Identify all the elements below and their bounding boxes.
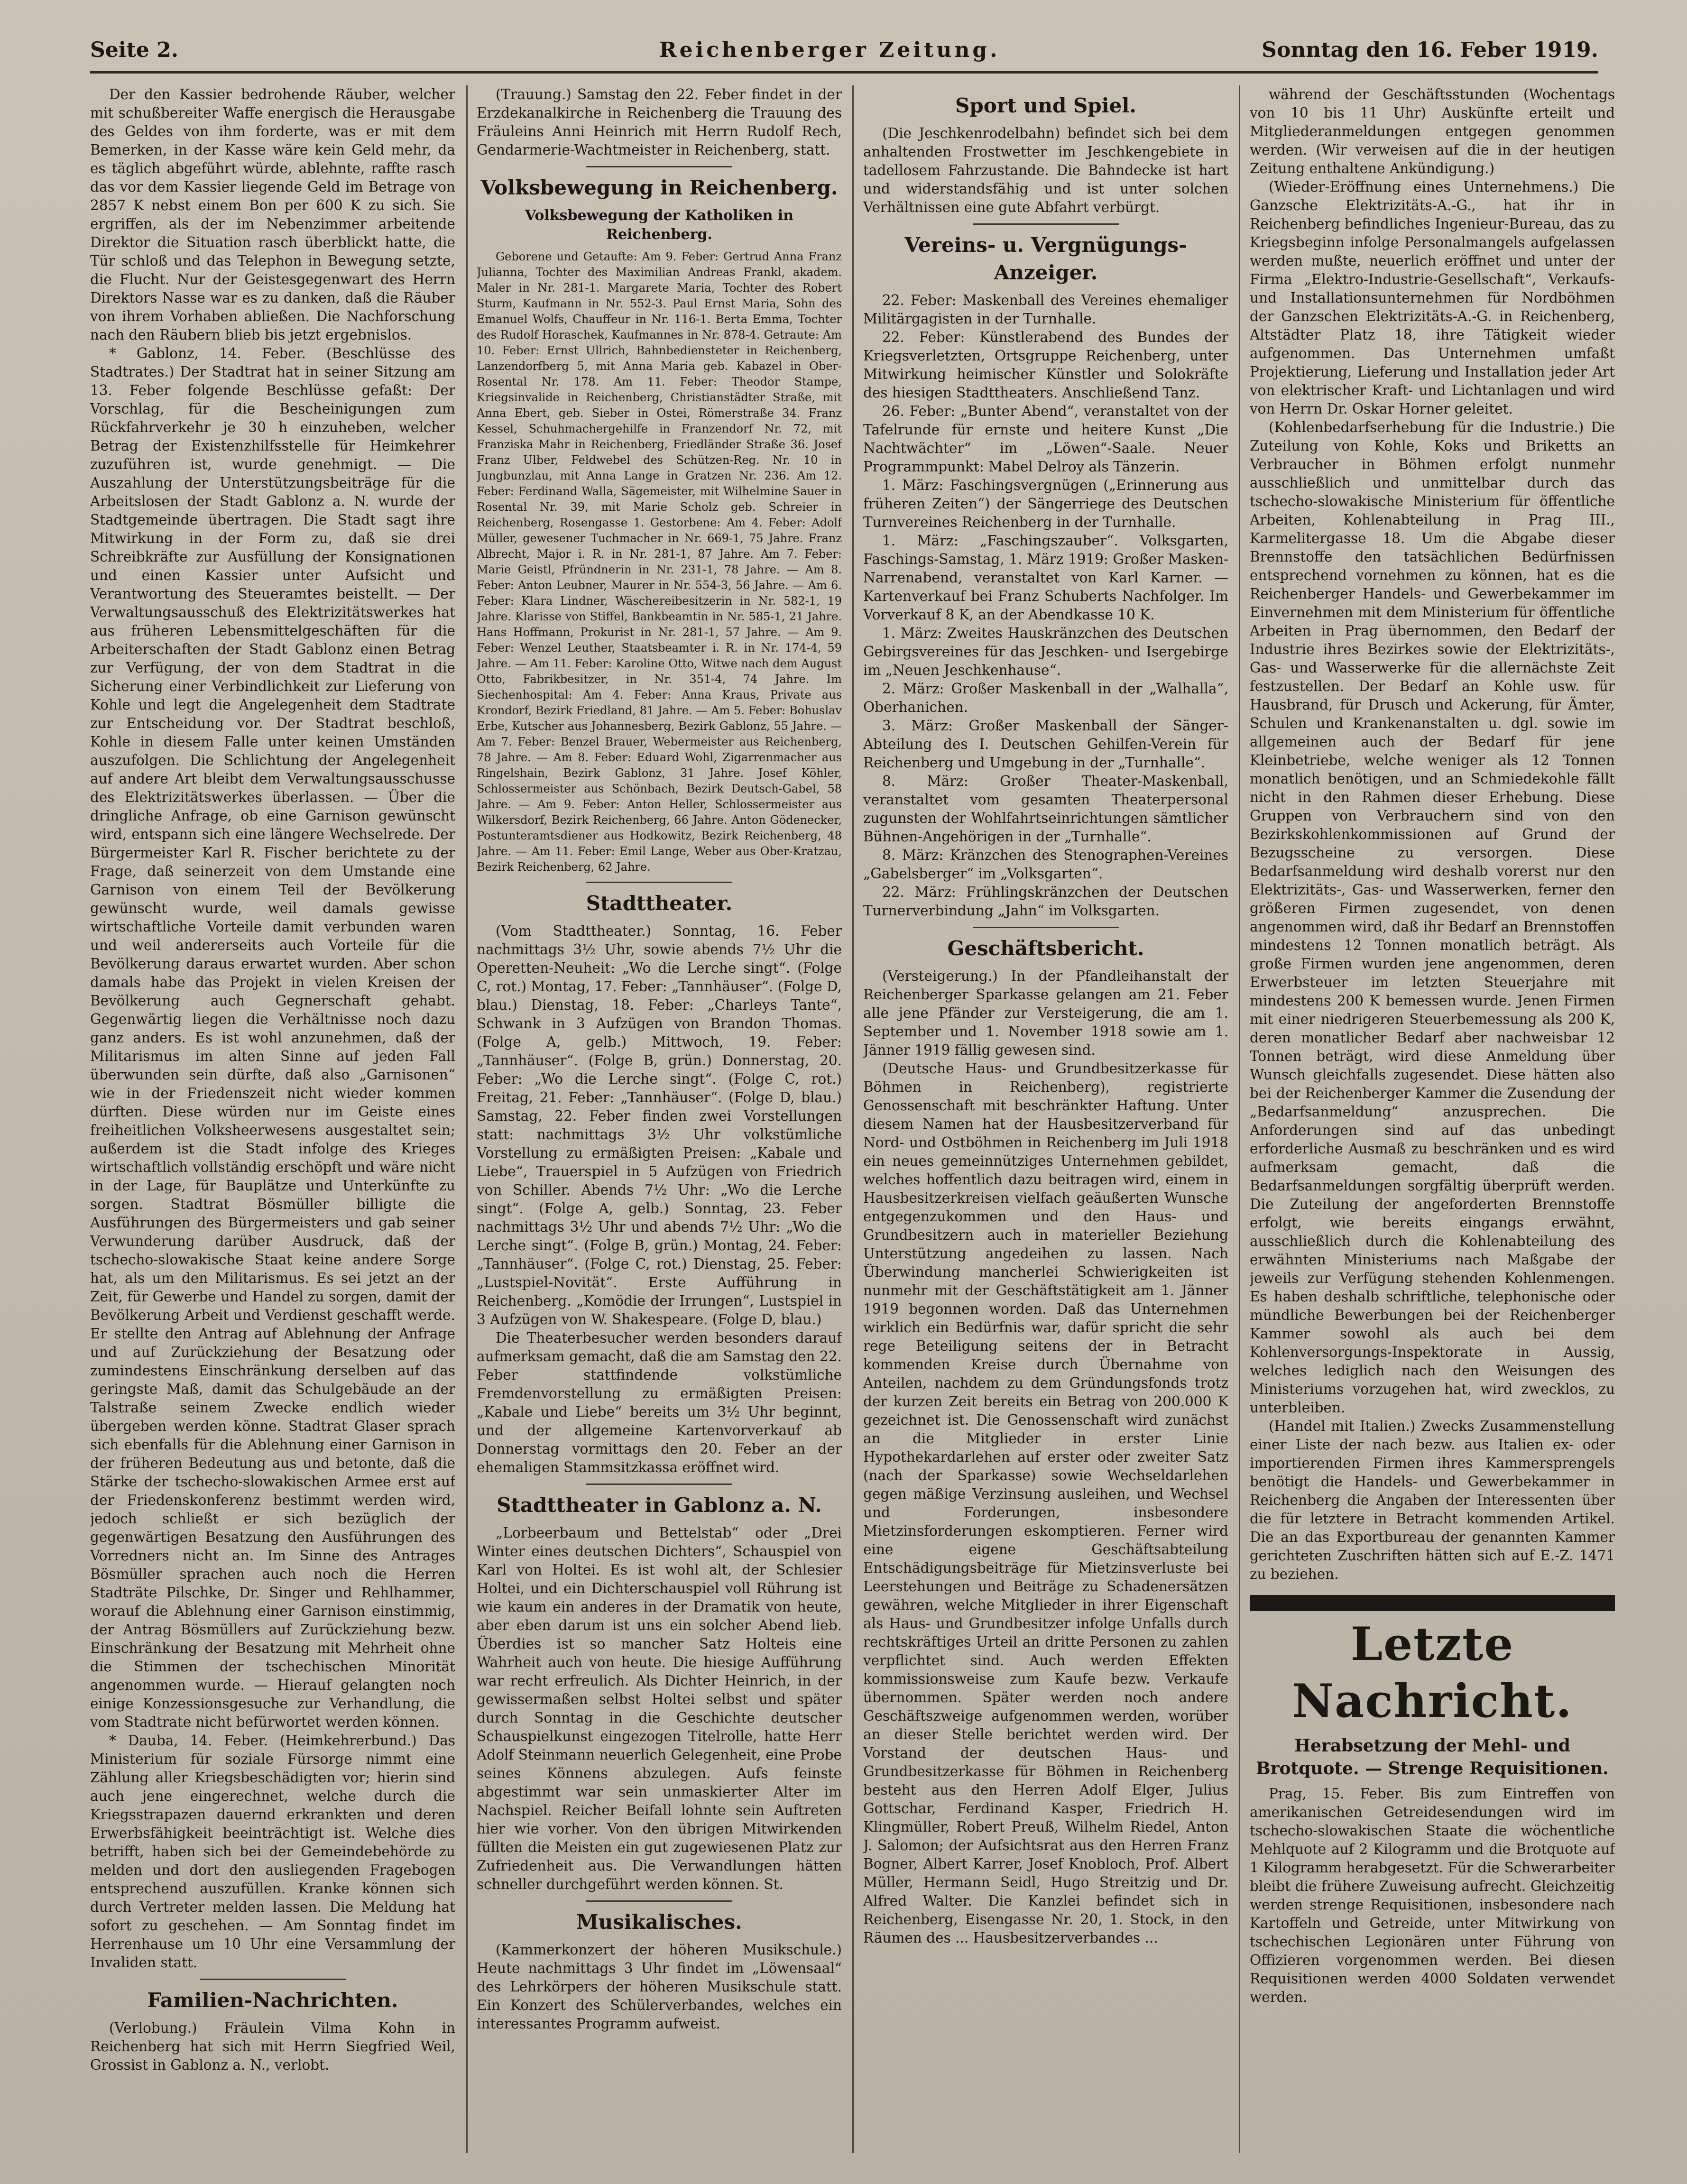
article-paragraph: 22. März: Frühlingskränzchen der Deutschen Turnerverbindung „Jahn“ im Volksgarten. [863,884,1228,919]
article-paragraph: 8. März: Großer Theater-Maskenball, veranstaltet vom gesamten Theaterpersonal zugunsten der Wohlfahrtseinrichtungen sämtlicher Bühnen-Angehörigen in der „Turnhalle“. [863,773,1228,845]
article-paragraph: 1. März: Faschingsvergnügen („Erinnerung aus früheren Zeiten“) der Sängerriege des Deutschen Turnvereines Reichenberg in der Turnhalle. [863,477,1228,530]
article-paragraph: „Lorbeerbaum und Bettelstab“ oder „Drei Winter eines deutschen Dichters“, Schauspiel von Karl von Holtei. Es ist wohl alt, der Schlesier Holtei, und ein Dichterschauspiel voll Rührung ist wie kaum ein anderes in der Dramatik von heute, aber eben darum ist uns ein solcher Abend lieb. Überdies ist so mancher Satz Holteis eine Wahrheit auch von heute. Die hiesige Aufführung war recht erfreulich. Als Dichter Heinrich, in der gewissermaßen selbst Holtei selbst und später durch Sonntag in die Geschichte deutscher Schauspielkunst eingezogen Titelrolle, hatte Herr Adolf Steinmann neuerlich Gelegenheit, eine Probe seines Könnens abzulegen. Aufs feinste abgestimmt war sein unmaskierter Alter im Nachspiel. Reicher Beifall lohnte sein Auftreten hier wie vorher. Von den übrigen Mitwirkenden füllten die Meisten ein gut zugewiesenen Platz zur Zufriedenheit aus. Die Verwandlungen hätten schneller durchgeführt werden können. St. [477,1525,842,1892]
column-2 [477,85,842,2163]
article-paragraph: (Deutsche Haus- und Grundbesitzerkasse für Böhmen in Reichenberg), registrierte Genossenschaft mit beschränkter Haftung. Unter diesem Namen hat der Hausbesitzerverband für Nord- und Ostböhmen in Reichenberg im Juli 1918 ein neues gemeinnütziges Unternehmen gebildet, welches hoffentlich dazu beitragen wird, einem in Hausbesitzerkreisen vielfach geäußerten Wunsche entgegenzukommen und den Haus- und Grundbesitzern auch in materieller Beziehung Unterstützung angedeihen zu lassen. Nach Überwindung mancherlei Schwierigkeiten ist nunmehr mit der Geschäftstätigkeit am 1. Jänner 1919 begonnen worden. Daß das Unternehmen wirklich ein Bedürfnis war, dafür spricht die sehr rege Beteiligung seitens der in Betracht kommenden Kreise durch Übernahme von Anteilen, nachdem zu dem Gründungsfonds trotz der kurzen Zeit bereits ein Betrag von 200.000 K gezeichnet ist. Die Genossenschaft wird zunächst an die Mitglieder in erster Linie Hypothekardarlehen auf erster oder zweiter Satz (nach der Sparkasse) sowie Wechseldarlehen gegen mäßige Verzinsung ausleihen, und Wechsel und Forderungen, insbesondere Mietzinsforderungen eskomptieren. Ferner wird eine eigene Geschäftsabteilung Entschädigungsbeiträge für Mietzinsverluste bei Leerstehungen und Beiträge zu Schadenersätzen gewähren, welche Mitglieder in ihrer Eigenschaft als Haus- und Grundbesitzer infolge Unfalls durch rechtskräftiges Urteil an dritte Personen zu zahlen verpflichtet sind. Auch werden Effekten kommissionsweise zum Kaufe bezw. Verkaufe übernommen. Später werden noch andere Geschäftszweige aufgenommen werden, worüber an dieser Stelle berichtet werden wird. Der Vorstand der deutschen Haus- und Grundbesitzerkasse für Böhmen in Reichenberg besteht aus den Herren Adolf Elger, Julius Gottschar, Ferdinand Kasper, Friedrich H. Klingmüller, Robert Preuß, Wilhelm Riedel, Anton J. Salomon; der Aufsichtsrat aus den Herren Franz Bogner, Albert Karrer, Josef Knobloch, Prof. Albert Müller, Hermann Seidl, Hugo Streitzig und Dr. Alfred Walter. Die Kanzlei befindet sich in Reichenberg, Eisengasse Nr. 20, 1. Stock, in den Räumen des ... Hausbesitzerverbandes ... [863,1060,1228,1946]
article-paragraph: 3. März: Großer Maskenball der Sänger-Abteilung des I. Deutschen Gehilfen-Verein für Reichenberg und Umgebung in der „Turnhalle“. [863,718,1228,771]
section-heading-gablonz: Stadttheater in Gablonz a. N. [497,1493,822,1517]
last-news-subheading: Herabsetzung der Mehl- und Brotquote. — Strenge Requisitionen. [1256,1736,1609,1779]
issue-date: Sonntag den 16. Feber 1919. [1262,38,1598,62]
article-paragraph: während der Geschäftsstunden (Wochentags von 10 bis 11 Uhr) Auskünfte erteilt und Mitgliederanmeldungen entgegen genommen werden. (Wir verweisen auf die in der heutigen Zeitung enthaltene Ankündigung.) [1250,86,1615,176]
section-heading-verein: Vereins- u. Vergnügungs-Anzeiger. [904,233,1187,284]
newspaper-title: Reichenberger Zeitung. [659,38,1000,62]
column-3 [863,85,1228,2163]
column-rule [1239,85,1240,2153]
article-paragraph: (Die Jeschkenrodelbahn) befindet sich bei dem anhaltenden Frostwetter im Jeschkengebiete in tadellosem Fahrzustande. Die Bahndecke ist hart und widerstandsfähig und ist unter solchen Verhältnissen eine gute Abfahrt verbürgt. [863,125,1228,215]
page-number: Seite 2. [90,38,179,62]
column-rule [852,85,854,2153]
masthead [90,33,1598,74]
article-paragraph: (Versteigerung.) In der Pfandleihanstalt der Reichenberger Sparkasse gelangen am 21. Feber alle jene Pfänder zur Versteigerung, die am 1. September und 1. November 1918 sowie am 1. Jänner 1919 fällig gewesen sind. [863,968,1228,1058]
separator [586,1900,732,1902]
article-paragraph: 22. Feber: Künstlerabend des Bundes der Kriegsverletzten, Ortsgruppe Reichenberg, unter Mitwirkung heimischer Künstler und Solokräfte des hiesigen Stadttheaters. Anschließend Tanz. [863,329,1228,401]
last-news-heading: Letzte Nachricht. [1292,1617,1573,1728]
column-1 [90,85,455,2163]
separator [200,1979,346,1980]
section-heading-theater: Stadttheater. [586,892,733,915]
section-heading-sport: Sport und Spiel. [955,94,1136,117]
column-4 [1250,85,1615,2163]
article-paragraph: * Gablonz, 14. Feber. (Beschlüsse des Stadtrates.) Der Stadtrat hat in seiner Sitzung am 13. Feber folgende Beschlüsse gefaßt: Der Vorschlag, für die Bescheinigungen zum Rückfahrverkehr je 30 h einzuheben, welcher Betrag der Existenzhilfsstelle für Heimkehrer zuzuführen ist, wurde genehmigt. — Die Auszahlung der Unterstützungsbeiträge für die Arbeitslosen der Stadt Gablonz a. N. wurde der Stadtgemeinde übertragen. Die Stadt sagt ihre Mitwirkung in der Form zu, daß sie drei Schreibkräfte zur Ausfüllung der Konsignationen und einen Kassier unter Aufsicht und Verantwortung des Steueramtes beistellt. — Der Verwaltungsausschuß des Elektrizitätswerkes hat aus früheren Lebensmittelgeschäften für die Arbeiterschaften der Stadt Gablonz einen Betrag zur Verfügung, der von dem Stadtrat in die Sicherung einer Verbindlichkeit zur Lieferung von Kohle und legt die Angelegenheit dem Stadtrate zur Entscheidung vor. Der Stadtrat beschloß, Kohle in diesem Falle unter keinen Umständen auszufolgen. Die Schlichtung der Angelegenheit auf andere Art bleibt dem Verwaltungsausschusse des Elektrizitätswerkes überlassen. — Über die dringliche Anfrage, ob eine Garnison gewünscht wird, entspann sich eine längere Wechselrede. Der Bürgermeister Karl R. Fischer berichtete zu der Frage, daß seinerzeit von dem Umstande eine Garnison von einem Teil der Bevölkerung gewünscht wurde, weil damals gewisse wirtschaftliche Vorteile damit verbunden waren und weil andererseits auch Vorteile für die Bevölkerung daraus erwartet wurden. Aber schon damals habe das Projekt in vielen Kreisen der Bevölkerung auch Gegnerschaft gehabt. Gegenwärtig liegen die Verhältnisse noch dazu ganz anders. Es ist wohl anzunehmen, daß der Militarismus im alten Sinne auf jeden Fall überwunden sein dürfte, daß also „Garnisonen“ wie in der Friedenszeit nicht wieder kommen dürften. Diese würden nur im Geiste eines freiheitlichen Volksheerwesens ausgestaltet sein; außerdem ist die Stadt infolge des Krieges wirtschaftlich vollständig erschöpft und wäre nicht in der Lage, für Bauplätze und Unterkünfte zu sorgen. Stadtrat Bösmüller billigte die Ausführungen des Bürgermeisters und gab seiner Verwunderung darüber Ausdruck, daß der tschecho-slowakische Staat keine andere Sorge hat, als um den Militarismus. Es sei jetzt an der Zeit, für Gewerbe und Handel zu sorgen, damit der Bevölkerung Arbeit und Verdienst geschafft werde. Er stellte den Antrag auf Ablehnung der Anfrage und auf Zurückziehung der Besatzung oder zumindestens Einschränkung derselben auf das geringste Maß, damit das Schulgebäude an der Talstraße seinem Zwecke endlich wieder übergeben werden könne. Stadtrat Glaser sprach sich ebenfalls für die Ablehnung einer Garnison in der früheren Bedeutung aus und betonte, daß die Stärke der tschecho-slowakischen Armee erst auf der Friedenskonferenz bestimmt werden wird, jedoch schließt er sich bezüglich der gegenwärtigen Besatzung den Ausführungen des Vorredners nicht an. Im Sinne des Antrages Bösmüller sprachen auch noch die Herren Stadträte Pilschke, Dr. Singer und Rehlhammer, worauf die Ablehnung einer Garnison einstimmig, der Antrag Bösmüllers auf Zurückziehung bezw. Einschränkung der Besatzung mit Mehrheit ohne die Stimmen der tschechischen Minorität angenommen wurde. — Hierauf gelangten noch einige Konzessionsgesuche zur Verhandlung, die vom Stadtrate nicht befürwortet werden können. [90,345,455,1730]
separator [586,1484,732,1485]
separator [586,882,732,883]
separator [586,166,732,167]
article-paragraph: 22. Feber: Maskenball des Vereines ehemaliger Militärgagisten in der Turnhalle. [863,292,1228,327]
article-paragraph: (Handel mit Italien.) Zwecks Zusammenstellung einer Liste der nach bezw. aus Italien ex- oder importierenden Firmen ihres Kammersprengels benötigt die Handels- und Gewerbekammer in Reichenberg die Angaben der Interessenten über die für letztere in Betracht kommenden Artikel. Die an das Exportbureau der genannten Kammer gerichteten Zuschriften hätten sich auf E.-Z. 1471 zu beziehen. [1250,1418,1615,1582]
article-paragraph: 8. März: Kränzchen des Stenographen-Vereines „Gabelsberger“ im „Volksgarten“. [863,847,1228,882]
article-paragraph: (Kammerkonzert der höheren Musikschule.) Heute nachmittags 3 Uhr findet im „Löwensaal“ des Lehrkörpers der höheren Musikschule statt. Ein Konzert des Schülerverbandes, welches ein interessantes Programm aufweist. [477,1942,842,2032]
article-paragraph: Die Theaterbesucher werden besonders darauf aufmerksam gemacht, daß die am Samstag den 22. Feber stattfindende volkstümliche Fremdenvorstellung zu ermäßigten Preisen: „Kabale und Liebe“ bereits um 3½ Uhr beginnt, und der allgemeine Kartenvorverkauf ab Donnerstag vormittags den 20. Feber an der ehemaligen Stammsitzkassa eröffnet wird. [477,1330,842,1475]
article-paragraph: 26. Feber: „Bunter Abend“, veranstaltet von der Tafelrunde für ernste und heitere Kunst „Die Nachtwächter“ im „Löwen“-Saale. Neuer Programmpunkt: Mabel Delroy als Tänzerin. [863,403,1228,475]
article-paragraph: (Vom Stadttheater.) Sonntag, 16. Feber nachmittags 3½ Uhr, sowie abends 7½ Uhr die Operetten-Neuheit: „Wo die Lerche singt“. (Folge C, rot.) Montag, 17. Feber: „Tannhäuser“. (Folge D, blau.) Dienstag, 18. Feber: „Charleys Tante“, Schwank in 3 Aufzügen von Brandon Thomas. (Folge A, gelb.) Mittwoch, 19. Feber: „Tannhäuser“. (Folge B, grün.) Donnerstag, 20. Feber: „Wo die Lerche singt“. (Folge C, rot.) Freitag, 21. Feber: „Tannhäuser“. (Folge D, blau.) Samstag, 22. Feber finden zwei Vorstellungen statt: nachmittags 3½ Uhr volkstümliche Vorstellung zu ermäßigten Preisen: „Kabale und Liebe“, Trauerspiel in 5 Aufzügen von Friedrich von Schiller. Abends 7½ Uhr: „Wo die Lerche singt“. (Folge A, gelb.) Sonntag, 23. Feber nachmittags 3½ Uhr und abends 7½ Uhr: „Wo die Lerche singt“. (Folge B, grün.) Montag, 24. Feber: „Tannhäuser“. (Folge C, rot.) Dienstag, 25. Feber: „Lustspiel-Novität“. Erste Aufführung in Reichenberg. „Komödie der Irrungen“, Lustspiel in 3 Aufzügen von W. Shakespeare. (Folge D, blau.) [477,923,842,1327]
black-divider-bar [1250,1595,1615,1611]
article-paragraph: Prag, 15. Feber. Bis zum Eintreffen von amerikanischen Getreidesendungen wird im tschecho-slowakischen Staate die wöchentliche Mehlquote auf 2 Kilogramm und die Brotquote auf 1 Kilogramm herabgesetzt. Für die Schwerarbeiter bleibt die frühere Zuweisung aufrecht. Gleichzeitig werden strenge Requisitionen, insbesondere nach Kartoffeln und Getreide, unter Mitwirkung von tschechischen Legionären unter Führung von Offizieren vorgenommen werden. Bei diesen Requisitionen werden 4000 Soldaten verwendet werden. [1250,1786,1615,2005]
article-paragraph: (Wieder-Eröffnung eines Unternehmens.) Die Ganzsche Elektrizitäts-A.-G., hat ihr in Reichenberg befindliches Ingenieur-Bureau, das zu Kriegsbeginn infolge Personalmangels aufgelassen werden mußte, neuerlich eröffnet und unter der Firma „Elektro-Industrie-Gesellschaft“, Verkaufs- und Installationsunternehmen für Nordböhmen der Ganzschen Elektrizitäts-A.-G. in Reichenberg, Altstädter Platz 18, ihre Tätigkeit wieder aufgenommen. Das Unternehmen umfaßt Projektierung, Lieferung und Installation jeder Art von elektrischer Kraft- und Lichtanlagen und wird von Herrn Dr. Oskar Horner geleitet. [1250,179,1615,417]
article-paragraph: 1. März: Zweites Hauskränzchen des Deutschen Gebirgsvereines für das Jeschken- und Isergebirge im „Neuen Jeschkenhause“. [863,625,1228,678]
section-heading-family: Familien-Nachrichten. [147,1989,398,2012]
article-paragraph: * Dauba, 14. Feber. (Heimkehrerbund.) Das Ministerium für soziale Fürsorge nimmt eine Zählung aller Kriegsbeschädigten vor; hierin sind auch jene eingerechnet, welche durch die Kriegsstrapazen dauernd erkrankten und deren Erwerbsfähigkeit beeinträchtigt ist. Welche dies betrifft, haben sich bei der Gemeindebehörde zu melden und dort den ausliegenden Fragebogen entsprechend auszufüllen. Kranke können sich durch Vertreter melden lassen. Die Meldung hat sofort zu geschehen. — Am Sonntag findet im Herrenhause um 10 Uhr eine Versammlung der Invaliden statt. [90,1732,455,1971]
article-paragraph: 2. März: Großer Maskenball in der „Walhalla“, Oberhanichen. [863,681,1228,715]
article-paragraph: (Kohlenbedarfserhebung für die Industrie.) Die Zuteilung von Kohle, Koks und Briketts an Verbraucher in Böhmen erfolgt nunmehr ausschließlich und unmittelbar durch das tschecho-slowakische Ministerium für öffentliche Arbeiten, Kohlenabteilung in Prag III., Karmelitergasse 18. Um die Abgabe dieser Brennstoffe den tatsächlichen Bedürfnissen entsprechend vornehmen zu können, hat es die Reichenberger Handels- und Gewerbekammer im Einvernehmen mit dem Ministerium für öffentliche Arbeiten in Prag übernommen, den Bedarf der Industrie ihres Bezirkes sowie der Elektrizitäts-, Gas- und Wasserwerke für die allernächste Zeit festzustellen. Der Bedarf an Kohle usw. für Hausbrand, für Drusch und Ackerung, für Ämter, Schulen und Krankenanstalten u. dgl. sowie im allgemeinen auch der Bedarf für jene Kleinbetriebe, welche weniger als 12 Tonnen monatlich benötigen, und an Schmiedekohle fällt nicht in den Rahmen dieser Erhebung. Diese Gruppen von Verbrauchern sind von den Bezirkskohlenkommissionen auf Grund der Bezugsscheine zu versorgen. Diese Bedarfsanmeldung wird deshalb vorerst nur den Elektrizitäts-, Gas- und Wasserwerken, ferner den größeren Firmen zugesendet, von denen angenommen wird, daß ihr Bedarf an Brennstoffen mindestens 12 Tonnen monatlich beträgt. Als große Firmen wurden jene angenommen, deren Erwerbsteuer im letzten Steuerjahre mit mindestens 200 K bemessen wurde. Jenen Firmen mit einer niedrigeren Steuerbemessung als 200 K, deren monatlicher Bedarf aber nachweisbar 12 Tonnen beträgt, wird diese Anmeldung über Wunsch gleichfalls zugesendet. Diese hätten also bei der Reichenberger Kammer die Zusendung der „Bedarfsanmeldung“ anzusprechen. Die Anforderungen sind auf das unbedingt erforderliche Ausmaß zu beschränken und es wird aufmerksam gemacht, daß die Bedarfsanmeldungen sorgfältig überprüft werden. Die Zuteilung der angeforderten Brennstoffe erfolgt, wie bereits eingangs erwähnt, ausschließlich durch die Kohlenabteilung des erwähnten Ministeriums nach Maßgabe der jeweils zur Verfügung stehenden Kohlenmengen. Es haben deshalb schriftliche, telephonische oder mündliche Bewerbungen bei der Reichenberger Kammer sowohl als auch bei dem Kohlenversorgungs-Inspektorate in Aussig, welches lediglich nach den Weisungen des Ministeriums vorzugehen hat, wird zwecklos, zu unterbleiben. [1250,419,1615,1416]
separator [973,223,1119,225]
article-paragraph: Geborene und Getaufte: Am 9. Feber: Gertrud Anna Franz Julianna, Tochter des Maximilian Andreas Frankl, akadem. Maler in Nr. 281-1. Margarete Maria, Tochter des Robert Sturm, Kaufmann in Nr. 552-3. Paul Ernst Maria, Sohn des Emanuel Wolfs, Chauffeur in Nr. 116-1. Berta Emma, Tochter des Rudolf Horaschek, Kaufmannes in Nr. 878-4. Getraute: Am 10. Feber: Ernst Ullrich, Bahnbediensteter in Reichenberg, Lanzendorfberg 5, mit Anna Maria geb. Kabazel in Ober-Rosental Nr. 178. Am 11. Feber: Theodor Stampe, Kriegsinvalide in Reichenberg, Christianstädter Straße, mit Anna Ebert, geb. Sieber in Ostei, Römerstraße 34. Franz Kessel, Schuhmachergehilfe in Franzendorf Nr. 72, mit Franziska Mahr in Reichenberg, Friedländer Straße 36. Josef Franz Ulber, Feldwebel des Schützen-Reg. Nr. 10 in Jungbunzlau, mit Anna Lange in Gratzen Nr. 236. Am 12. Feber: Ferdinand Walla, Sägemeister, mit Wilhelmine Sauer in Rosental Nr. 39, mit Marie Scholz geb. Schreier in Reichenberg, Rosengasse 1. Gestorbene: Am 4. Feber: Adolf Müller, gewesener Tuchmacher in Nr. 669-1, 75 Jahre. Franz Albrecht, Major i. R. in Nr. 281-1, 87 Jahre. Am 7. Feber: Marie Geistl, Pfründnerin in Nr. 231-1, 78 Jahre. — Am 8. Feber: Anton Leubner, Maurer in Nr. 554-3, 56 Jahre. — Am 6. Feber: Klara Lindner, Wäschereibesitzerin in Nr. 582-1, 19 Jahre. Klarisse von Stiffel, Bankbeamtin in Nr. 585-1, 21 Jahre. Hans Hoffmann, Prokurist in Nr. 281-1, 57 Jahre. — Am 9. Feber: Wenzel Leuther, Staatsbeamter i. R. in Nr. 174-4, 59 Jahre. — Am 11. Feber: Karoline Otto, Witwe nach dem August Otto, Fabrikbesitzer, in Nr. 351-4, 74 Jahre. Im Siechenhospital: Am 4. Feber: Anna Kraus, Private aus Krondorf, Bezirk Friedland, 81 Jahre. — Am 5. Feber: Bohuslav Erbe, Kutscher aus Johannesberg, Bezirk Gablonz, 55 Jahre. — Am 7. Feber: Benzel Brauer, Webermeister aus Reichenberg, 78 Jahre. — Am 8. Feber: Eduard Wohl, Zigarrenmacher aus Ringelshain, Bezirk Gablonz, 31 Jahre. Josef Köhler, Schlossermeister aus Schönbach, Bezirk Deutsch-Gabel, 58 Jahre. — Am 9. Feber: Anton Heller, Schlossermeister aus Wilkersdorf, Bezirk Reichenberg, 66 Jahre. Anton Gödenecker, Postunteramtsdiener aus Hodkowitz, Bezirk Reichenberg, 48 Jahre. — Am 11. Feber: Emil Lange, Weber aus Ober-Kratzau, Bezirk Reichenberg, 62 Jahre. [477,250,842,874]
section-heading-music: Musikalisches. [576,1910,742,1934]
section-subheading: Volksbewegung der Katholiken in Reichenberg. [525,207,794,243]
article-paragraph: (Trauung.) Samstag den 22. Feber findet in der Erzdekanalkirche in Reichenberg die Trauung des Fräuleins Anni Heinrich mit Herrn Rudolf Rech, Gendarmerie-Wachtmeister in Reichenberg, statt. [477,86,842,158]
column-rule [466,85,468,2153]
separator [973,927,1119,928]
section-heading-business: Geschäftsbericht. [947,937,1144,960]
article-paragraph: 1. März: „Faschingszauber“. Volksgarten, Faschings-Samstag, 1. März 1919: Großer Masken-Narrenabend, veranstaltet von Karl Karner. — Kartenverkauf bei Franz Schuberts Nachfolger. Im Vorverkauf 8 K, an der Abendkasse 10 K. [863,533,1228,623]
section-heading-volk: Volksbewegung in Reichenberg. [480,176,838,199]
article-paragraph: Der den Kassier bedrohende Räuber, welcher mit schußbereiter Waffe energisch die Herausgabe des Geldes von ihm forderte, was er mit dem Bemerken, in der Kasse wäre kein Geld mehr, da es täglich abgeführt würde, ablehnte, raffte rasch das vor dem Kassier liegende Geld im Betrage von 2857 K nebst einem Bon per 600 K zu sich. Sie ergriffen, als der im Nebenzimmer arbeitende Direktor die Situation rasch überblickt hatte, die Tür schloß und das Telephon in Bewegung setzte, die Flucht. Nur der Geistesgegenwart des Herrn Direktors Nasse war es zu danken, daß die Räuber von ihrem Vorhaben abließen. Die Nachforschung nach den Räubern blieb bis jetzt ergebnislos. [90,86,455,343]
article-paragraph: (Verlobung.) Fräulein Vilma Kohn in Reichenberg hat sich mit Herrn Siegfried Weil, Grossist in Gablonz a. N., verlobt. [90,2020,455,2073]
